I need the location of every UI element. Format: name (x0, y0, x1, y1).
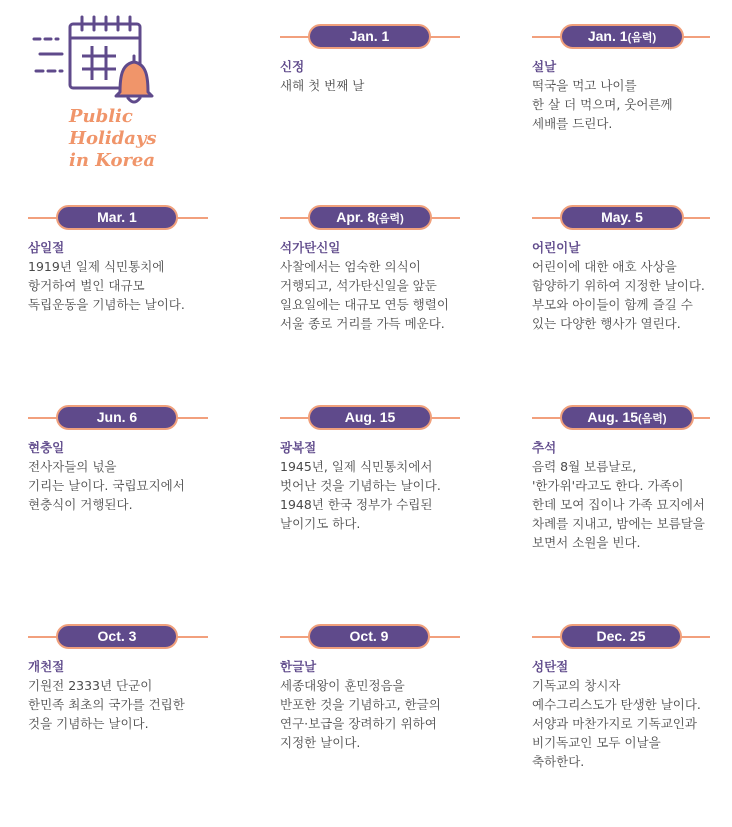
logo-title: Public Holidays in Korea (69, 106, 157, 171)
holiday-desc: 1945년, 일제 식민통치에서 벗어난 것을 기념하는 날이다. 1948년 한국 정부가 수립된 날이기도 하다. (280, 459, 441, 531)
holiday-desc: 세종대왕이 훈민정음을 반포한 것을 기념하고, 한글의 연구·보급을 장려하기 위하여 지정한 날이다. (280, 678, 441, 750)
holiday-name: 삼일절 (28, 240, 65, 255)
holiday-desc: 전사자들의 넋을 기리는 날이다. 국립묘지에서 현충식이 거행된다. (28, 459, 185, 512)
holiday-name: 석가탄신일 (280, 240, 341, 255)
holiday-desc: 기독교의 창시자 예수그리스도가 탄생한 날이다. 서양과 마찬가지로 기독교인과 비기독교인 모두 이날을 축하한다. (532, 678, 701, 769)
holiday-desc: 떡국을 먹고 나이를 한 살 더 먹으며, 웃어른께 세배를 드린다. (532, 78, 673, 131)
holiday-name: 신정 (280, 59, 305, 74)
date-pill: Aug. 15(음력) (560, 405, 694, 430)
holiday-name: 광복절 (280, 440, 317, 455)
date-pill: Dec. 25 (560, 624, 682, 649)
holiday-desc: 사찰에서는 엄숙한 의식이 거행되고, 석가탄신일을 앞둔 일요일에는 대규모 연등 행렬이 서울 종로 거리를 가득 메운다. (280, 259, 449, 331)
date-pill: Aug. 15 (308, 405, 432, 430)
date-pill: May. 5 (560, 205, 684, 230)
holiday-name: 설날 (532, 59, 557, 74)
date-pill: Mar. 1 (56, 205, 178, 230)
holiday-name: 한글날 (280, 659, 317, 674)
date-pill: Apr. 8(음력) (308, 205, 432, 230)
date-pill: Jan. 1(음력) (560, 24, 684, 49)
holiday-desc: 어린이에 대한 애호 사상을 함양하기 위하여 지정한 날이다. 부모와 아이들이 함께 즐길 수 있는 다양한 행사가 열린다. (532, 259, 705, 331)
holiday-name: 추석 (532, 440, 557, 455)
holiday-name: 현충일 (28, 440, 65, 455)
date-pill: Jan. 1 (308, 24, 431, 49)
holiday-desc: 음력 8월 보름날로, '한가위'라고도 한다. 가족이 한데 모여 집이나 가족 묘지에서 차례를 지내고, 밤에는 보름달을 보면서 소원을 빈다. (532, 459, 705, 550)
holiday-name: 성탄절 (532, 659, 569, 674)
date-pill: Jun. 6 (56, 405, 178, 430)
calendar-bell-icon (32, 14, 162, 106)
holiday-name: 개천절 (28, 659, 65, 674)
holiday-desc: 1919년 일제 식민통치에 항거하여 벌인 대규모 독립운동을 기념하는 날이다. (28, 259, 185, 312)
holiday-name: 어린이날 (532, 240, 581, 255)
logo (32, 14, 172, 184)
date-pill: Oct. 3 (56, 624, 178, 649)
holiday-desc: 기원전 2333년 단군이 한민족 최초의 국가를 건립한 것을 기념하는 날이다. (28, 678, 185, 731)
date-pill: Oct. 9 (308, 624, 430, 649)
holiday-desc: 새해 첫 번째 날 (280, 78, 365, 93)
